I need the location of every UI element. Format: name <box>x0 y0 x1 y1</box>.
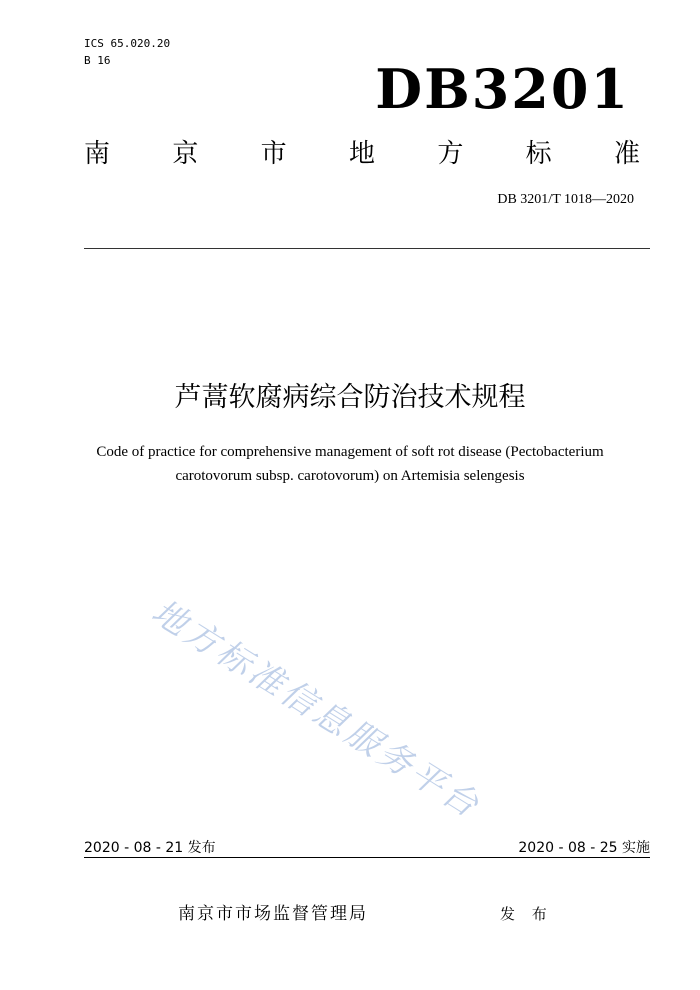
standard-type-char: 南 <box>84 139 111 169</box>
issuing-authority: 南京市市场监督管理局 <box>178 904 368 924</box>
footer-divider <box>84 857 650 858</box>
standard-type-char: 京 <box>172 139 199 169</box>
ics-code: ICS 65.020.20 <box>84 37 171 50</box>
english-title-line: Code of practice for comprehensive management of soft rot disease (Pectobacterium <box>96 444 604 460</box>
english-title-line: carotovorum subsp. carotovorum) on Artemisia selengesis <box>175 468 525 484</box>
standard-type-char: 方 <box>437 139 464 169</box>
english-title <box>40 440 660 488</box>
issue-date: 2020 - 08 - 21 发布 <box>84 840 216 856</box>
standard-type <box>84 136 640 172</box>
chinese-title: 芦蒿软腐病综合防治技术规程 <box>174 382 526 413</box>
standard-type-char: 地 <box>348 139 375 169</box>
standard-code: DB3201 <box>375 57 630 121</box>
standard-type-char: 准 <box>613 139 640 169</box>
watermark: 地方标准信息服务平台 <box>144 591 489 828</box>
issue-label: 发 布 <box>500 905 553 923</box>
implementation-date: 2020 - 08 - 25 实施 <box>518 840 650 856</box>
classification-code: B 16 <box>84 54 111 67</box>
standard-type-char: 标 <box>525 139 552 169</box>
standard-type-char: 市 <box>260 139 287 169</box>
standard-number: DB 3201/T 1018—2020 <box>497 192 634 207</box>
header-divider <box>84 248 650 249</box>
